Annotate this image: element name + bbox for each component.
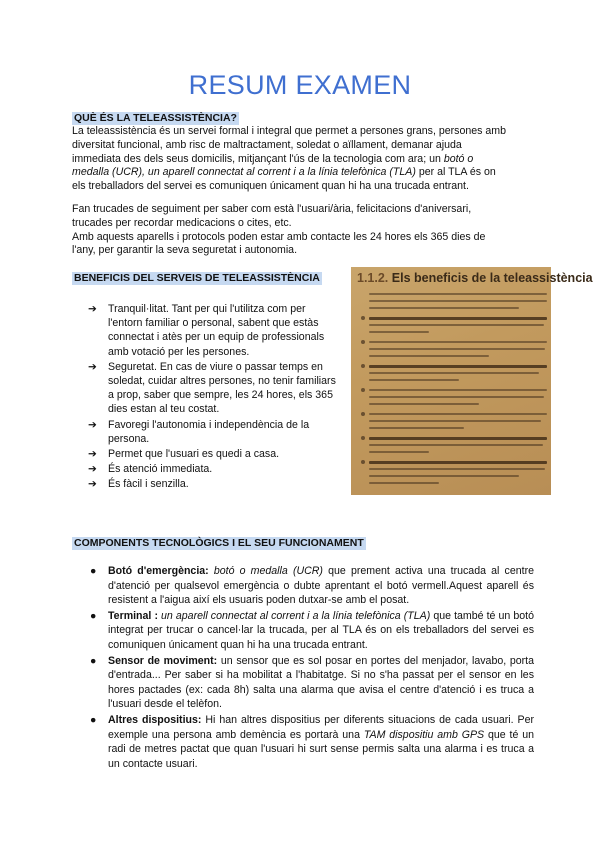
section-heading-benefits: BENEFICIS DEL SERVEIS DE TELEASSISTÈNCIA	[74, 272, 320, 284]
benefit-text: Permet que l'usuari es quedi a casa.	[108, 448, 280, 461]
calls-line: Amb aquests aparells i protocols poden estar amb contacte les 24 hores els 365 dies de	[72, 230, 486, 243]
calls-line: Fan trucades de seguiment per saber com està l'usuari/ària, felicitacions d'aniversari,	[72, 203, 472, 215]
component-term: Sensor de moviment:	[108, 654, 218, 667]
benefits-list	[88, 302, 340, 493]
benefit-item	[88, 418, 340, 446]
benefit-item	[88, 477, 340, 491]
benefit-item	[88, 360, 340, 417]
benefit-text: Seguretat. En cas de viure o passar temps en soledat, cuidar altres persones, no tenir familiars a prop, saber que sempre, les 24 hores, els 365 dies estan al teu costat.	[108, 360, 336, 416]
benefit-item	[88, 462, 340, 476]
book-section-number: 1.1.2.	[357, 271, 389, 285]
intro-line: immediata des dels seus domicilis, mitjançant l'ús de la tecnologia com ara; un	[72, 152, 444, 165]
book-bullet-mark	[361, 436, 365, 440]
book-bullet-mark	[361, 340, 365, 344]
benefit-text: Favoregi l'autonomia i independència de la persona.	[108, 418, 310, 445]
book-page-photo	[351, 267, 593, 495]
bullet-icon: ●	[90, 713, 97, 726]
arrow-icon: ➔	[88, 478, 97, 491]
book-text-line	[369, 475, 519, 477]
intro-line: per al TLA és on	[415, 166, 496, 179]
component-description: que té un radi de metres pactat que quan l'usuari hi surt sense permis salta una alarma i es truca a un contacte usuari.	[108, 728, 534, 770]
bullet-icon: ●	[90, 565, 97, 577]
intro-line: diversitat funcional, amb risc de maltractament, soledat o aïllament, demanar ajuda	[72, 138, 462, 151]
component-description: que prement activa una trucada al centre d'atenció per qualsevol emergència o dubte aprentant el botó vermell.Aquest aparell és resistent a l'aigua així els usuaris poden dutxar-se amb el posat.	[108, 565, 534, 607]
book-text-line	[369, 420, 541, 422]
component-description: que també té un botó integrat per trucar o cancel·lar la trucada, per al TLA és on els treballadors del servei es comuniquen únicament quan hi ha una trucada entrant.	[108, 609, 534, 651]
bullet-icon: ●	[90, 609, 97, 622]
component-item	[88, 654, 534, 712]
arrow-icon: ➔	[88, 463, 97, 476]
book-bullet-mark	[361, 412, 365, 416]
intro-italic: medalla (UCR), un aparell connectat al corrent i a la línia telefònica (TLA)	[72, 166, 416, 179]
benefit-text: És atenció immediata.	[108, 463, 213, 476]
benefit-text: Tranquil·litat. Tant per qui l'utilitza com per l'entorn familiar o personal, sabent que estàs connectat i atès per un equip de professionals amb votació per les persones.	[108, 303, 325, 358]
component-description: Hi han altres dispositius per diferents situacions de cada usuari. Per exemple una persona amb demència es portarà una	[108, 713, 534, 741]
benefit-item	[88, 302, 340, 359]
component-term: Altres dispositius:	[108, 713, 202, 726]
intro-paragraph	[72, 125, 534, 194]
book-text-line	[369, 461, 547, 464]
arrow-icon: ➔	[88, 303, 97, 315]
book-text-line	[369, 451, 429, 453]
book-text-line	[369, 396, 544, 398]
arrow-icon: ➔	[88, 360, 97, 373]
book-text-line	[369, 331, 429, 333]
component-device: TAM dispositiu amb GPS	[363, 728, 485, 741]
book-text-line	[369, 324, 544, 326]
book-text-line	[369, 372, 539, 374]
book-text-line	[369, 468, 545, 470]
component-term: Botó d'emergència:	[108, 565, 209, 577]
book-text-line	[369, 293, 547, 295]
book-text-line	[369, 413, 547, 415]
arrow-icon: ➔	[88, 448, 97, 461]
component-description: un sensor que es sol posar en portes del menjador, lavabo, porta d'entrada... Per saber si ha mobilitat a l'habitatge. Si no s'ha passat per el sensor en les hores pactades (ex: cada 8h) salta una alarma que avisa el centre d'atenció i es truca a l'usuari desde el telèfon.	[108, 654, 535, 711]
book-bullet-mark	[361, 316, 365, 320]
component-item	[88, 713, 534, 771]
calls-paragraph	[72, 203, 534, 258]
section-heading-components: COMPONENTS TECNOLÒGICS I EL SEU FUNCIONAMENT	[74, 537, 364, 549]
calls-line: trucades per recordar medicacions o cites, etc.	[72, 216, 292, 229]
arrow-icon: ➔	[88, 418, 97, 431]
component-term: Terminal :	[108, 609, 158, 622]
book-title-text: Els beneficis de la teleassistència	[391, 271, 593, 285]
book-text-line	[369, 482, 439, 484]
page-title: RESUM EXAMEN	[188, 70, 412, 100]
benefit-item	[88, 447, 340, 461]
book-heading	[357, 271, 593, 285]
book-text-line	[369, 437, 547, 440]
book-text-line	[369, 427, 464, 429]
bullet-icon: ●	[90, 654, 97, 667]
book-text-line	[369, 317, 547, 320]
book-text-line	[369, 307, 519, 309]
calls-line: l'any, per garantir la seva seguretat i autonomia.	[72, 244, 298, 257]
benefit-text: És fàcil i senzilla.	[108, 478, 189, 491]
component-item	[88, 609, 534, 653]
component-item	[88, 564, 534, 608]
book-bullet-mark	[361, 364, 365, 368]
book-text-line	[369, 355, 489, 357]
book-text-line	[369, 365, 547, 368]
intro-line: La teleassistència és un servei formal i integral que permet a persones grans, persones amb	[72, 125, 506, 137]
components-list	[88, 564, 534, 772]
book-text-line	[369, 389, 547, 391]
section-heading-what-is: QUÈ ÉS LA TELEASSISTÈNCIA?	[74, 112, 237, 124]
component-device: un aparell connectat al corrent i a la línia telefònica (TLA)	[157, 609, 431, 622]
book-text-line	[369, 341, 547, 343]
book-bullet-mark	[361, 388, 365, 392]
book-text-line	[369, 300, 547, 302]
intro-italic: botó o	[443, 152, 474, 165]
intro-line: els treballadors del servei es comuniquen únicament quan hi ha una trucada entrant.	[72, 180, 469, 193]
book-text-line	[369, 348, 545, 350]
book-text-line	[369, 379, 459, 381]
book-bullet-mark	[361, 460, 365, 464]
component-device: botó o medalla (UCR)	[208, 565, 323, 577]
book-text-line	[369, 444, 543, 446]
book-text-line	[369, 403, 479, 405]
